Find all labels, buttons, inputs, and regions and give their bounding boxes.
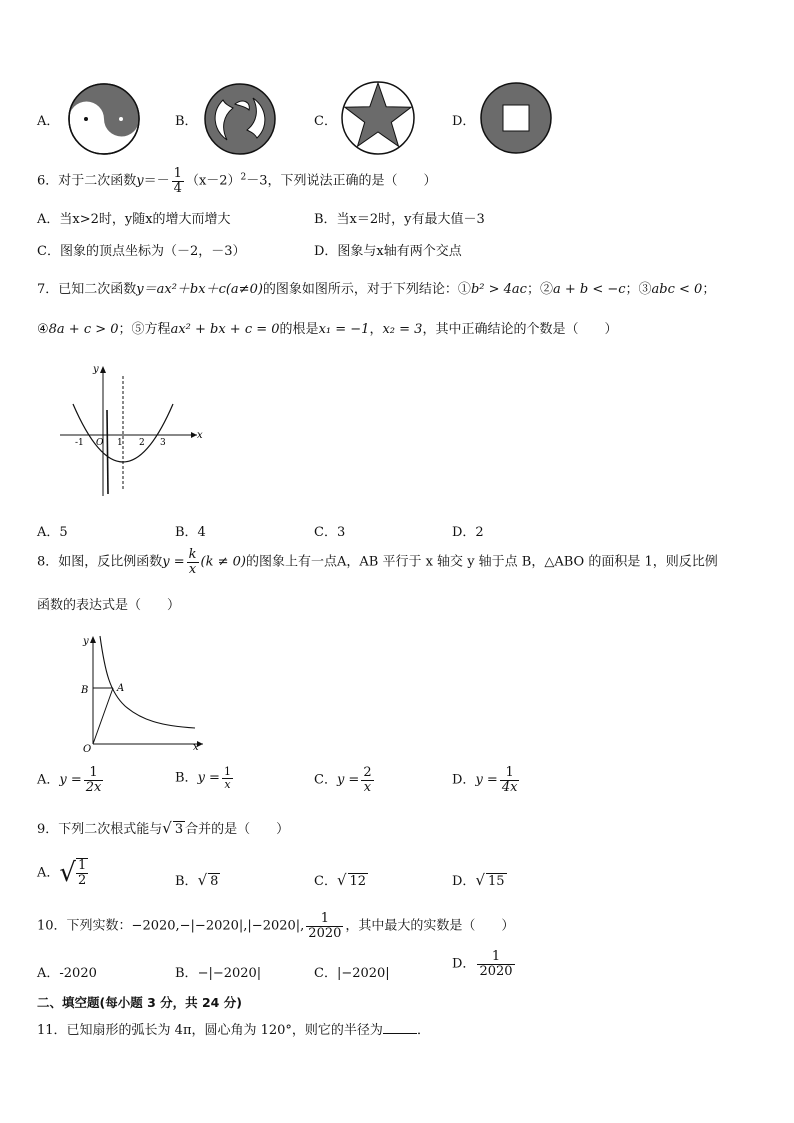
q7-text-5: ； <box>702 282 716 297</box>
q8-lhs: y = <box>162 554 185 570</box>
q7-root-1: x₁ = −1 <box>318 322 370 337</box>
q8-option-a-fraction <box>84 766 104 794</box>
q7-text-7: ；⑤方程 <box>118 322 171 337</box>
q7-text-8: 的根是 <box>279 322 319 337</box>
q10-option-b[interactable] <box>175 962 261 981</box>
q7-option-d[interactable]: D．2 <box>452 525 484 540</box>
q8-option-c-fraction <box>361 766 373 794</box>
q8-frac-num: k <box>188 547 197 562</box>
q7-text-10: ，其中正确结论的个数是（ ） <box>422 322 618 337</box>
q10-numbers: −2020,−|−2020|,|−2020|, <box>131 918 305 934</box>
q9-text-1: 9．下列二次根式能与 <box>37 822 163 837</box>
q7-text-4: ；③ <box>625 282 652 297</box>
q8-origin-label: O <box>83 744 92 754</box>
q6-stem-tail: －3，下列说法正确的是（ ） <box>246 173 437 189</box>
q9-option-a-den: 2 <box>77 873 87 888</box>
swirl-circle-icon <box>203 82 277 156</box>
q6-option-d[interactable]: D．图象与x轴有两个交点 <box>314 244 462 259</box>
section-title: 二、填空题(每小题 3 分，共 24 分) <box>37 995 242 1010</box>
sqrt-icon: √ <box>475 871 485 889</box>
q8-axis-x-label: x <box>193 742 199 753</box>
q9-option-a-label: A． <box>37 865 60 881</box>
q8-option-c-lhs: y = <box>336 772 360 788</box>
q8-option-c-num: 2 <box>363 765 372 780</box>
q9-option-b[interactable] <box>175 870 220 889</box>
q6-eq: ＝－ <box>143 173 170 189</box>
q6-fraction <box>172 167 184 195</box>
q10-option-d[interactable] <box>452 950 517 978</box>
q7-text-2: 的图象如图所示，对于下列结论：① <box>262 282 471 297</box>
q9-option-d-label: D． <box>452 874 476 889</box>
q9-text-2: 合并的是（ ） <box>185 822 290 837</box>
star-circle-icon <box>340 80 416 156</box>
q10-frac-den: 2020 <box>308 925 342 941</box>
q8-text-2: 的图象上有一点A，AB 平行于 x 轴交 y 轴于点 B，△ABO 的面积是 1，则反比例 <box>246 554 718 570</box>
q7-text-9: ， <box>369 322 383 337</box>
q7-option-b[interactable]: B．4 <box>175 525 206 540</box>
q9-option-d[interactable] <box>452 870 507 889</box>
q10-text-2: ，其中最大的实数是（ ） <box>345 918 515 934</box>
q7-stem-line2 <box>37 318 617 337</box>
q6-option-b[interactable]: B．当x＝2时，y有最大值－3 <box>314 212 485 227</box>
q9-option-a-fraction <box>76 858 88 887</box>
q11-text-2: ． <box>416 1023 430 1038</box>
q10-option-c-label: C． <box>314 966 337 981</box>
q8-option-c-label: C． <box>314 772 337 788</box>
q7-tick-1: 1 <box>117 438 123 448</box>
q9-option-c[interactable] <box>314 870 368 889</box>
q10-stem <box>37 912 514 940</box>
q8-option-b-label: B． <box>175 770 198 786</box>
q9-option-b-label: B． <box>175 874 198 889</box>
q8-option-a-lhs: y = <box>59 772 82 788</box>
q7-tick-3: 3 <box>160 438 166 448</box>
q9-option-c-radicand: 12 <box>349 874 367 889</box>
q7-conclusion-2: a + b < −c <box>552 282 626 297</box>
q7-tick-2: 2 <box>139 438 145 448</box>
yin-yang-icon <box>67 82 141 156</box>
q5-option-a-label[interactable]: A． <box>37 114 60 129</box>
q8-condition: (k ≠ 0) <box>200 554 246 570</box>
q8-option-b-num: 1 <box>223 765 231 778</box>
q6-stem <box>37 167 437 195</box>
q7-function: y＝ax²＋bx＋c(a≠0) <box>136 282 263 297</box>
sqrt-icon: √ <box>162 819 172 837</box>
sqrt-icon: √ <box>336 871 347 889</box>
q8-text-1: 8．如图，反比例函数 <box>37 554 163 570</box>
q7-conclusion-1: b² > 4ac <box>470 282 527 297</box>
q7-conclusion-3: abc < 0 <box>651 282 703 297</box>
sqrt-icon: √ <box>197 871 208 889</box>
q10-option-c-value: |−2020| <box>336 966 390 981</box>
q8-option-d-label: D． <box>452 772 476 788</box>
square-hole-coin-icon <box>479 81 553 155</box>
q8-option-d-fraction <box>500 766 520 794</box>
q8-option-b-den: x <box>224 777 231 791</box>
q7-root-2: x₂ = 3 <box>382 322 423 337</box>
sqrt-icon: √ <box>59 858 76 888</box>
q7-axis-x-label: x <box>197 430 203 441</box>
q7-origin-label: O <box>96 438 104 448</box>
q8-stem-line1 <box>37 548 718 576</box>
q8-axis-y-label: y <box>83 636 89 647</box>
q7-tick-neg1: -1 <box>75 438 84 448</box>
q8-stem-line2: 函数的表达式是（ ） <box>37 598 181 613</box>
q11-answer-blank[interactable] <box>383 1021 417 1034</box>
q11-stem <box>37 1019 430 1038</box>
q7-option-a[interactable]: A．5 <box>37 525 68 540</box>
q8-fraction <box>187 548 199 576</box>
q9-option-c-label: C． <box>314 874 337 889</box>
q9-radicand: 3 <box>174 822 184 837</box>
q8-point-b-label: B <box>81 685 89 696</box>
q8-option-b[interactable] <box>175 766 235 790</box>
q10-option-b-label: B． <box>175 966 198 981</box>
q10-frac-num: 1 <box>306 912 343 927</box>
q9-option-a[interactable] <box>37 858 90 888</box>
q6-stem-text: 6．对于二次函数 <box>37 173 137 189</box>
q9-option-a-num: 1 <box>77 858 87 874</box>
q10-option-d-den: 2020 <box>479 963 513 979</box>
q6-exp: 2 <box>240 172 247 183</box>
q6-frac-den: 4 <box>173 180 182 196</box>
q7-parabola-graph <box>55 360 215 500</box>
q11-text-1: 11．已知扇形的弧长为 4π，圆心角为 120°，则它的半径为 <box>37 1023 383 1038</box>
q7-option-c[interactable]: C．3 <box>314 525 346 540</box>
q8-option-d-lhs: y = <box>475 772 498 788</box>
q7-text-1: 7．已知二次函数 <box>37 282 137 297</box>
q10-option-d-fraction <box>477 950 514 978</box>
q7-text-3: ；② <box>526 282 553 297</box>
q8-option-a-den: 2x <box>85 779 102 795</box>
q7-conclusion-4: 8a + c > 0 <box>48 322 119 337</box>
q8-hyperbola-graph <box>75 632 215 754</box>
q8-option-d[interactable] <box>452 766 521 794</box>
q9-stem <box>37 818 289 837</box>
q5-option-c-label[interactable]: C． <box>314 114 337 129</box>
q5-option-b-label[interactable]: B． <box>175 114 198 129</box>
q8-frac-den: x <box>188 561 197 577</box>
q6-var-y: y <box>136 173 144 189</box>
q8-option-d-den: 4x <box>501 779 518 795</box>
q8-option-c[interactable] <box>314 766 376 794</box>
q6-option-a[interactable]: A．当x>2时，y随x的增大而增大 <box>37 212 231 227</box>
q8-option-d-num: 1 <box>500 766 520 781</box>
q8-option-b-fraction <box>222 766 233 790</box>
q7-text-6: ④ <box>37 322 49 337</box>
q10-fraction <box>306 912 343 940</box>
q7-stem-line1 <box>37 278 715 297</box>
q9-option-b-radicand: 8 <box>210 874 219 889</box>
q10-option-c[interactable] <box>314 962 390 981</box>
q10-option-d-num: 1 <box>477 950 514 965</box>
q5-option-d-label[interactable]: D． <box>452 114 476 129</box>
q8-option-c-den: x <box>363 779 372 795</box>
q6-option-c[interactable]: C．图象的顶点坐标为（－2，－3） <box>37 244 246 259</box>
q6-expr: （x－2） <box>185 173 241 189</box>
q8-option-a-label: A． <box>37 772 60 788</box>
q10-text-1: 10．下列实数： <box>37 918 132 934</box>
q10-option-a[interactable]: A．-2020 <box>37 966 97 981</box>
q6-frac-num: 1 <box>173 166 182 181</box>
q8-option-b-lhs: y = <box>197 770 220 786</box>
q8-option-a-num: 1 <box>84 766 104 781</box>
q10-option-d-label: D． <box>452 956 476 972</box>
q9-option-d-radicand: 15 <box>488 874 505 889</box>
q7-equation: ax² + bx + c = 0 <box>170 322 280 337</box>
q8-point-a-label: A <box>117 683 125 694</box>
q10-option-b-value: −|−2020| <box>197 966 262 981</box>
q7-axis-y-label: y <box>93 364 99 375</box>
q8-option-a[interactable] <box>37 766 105 794</box>
